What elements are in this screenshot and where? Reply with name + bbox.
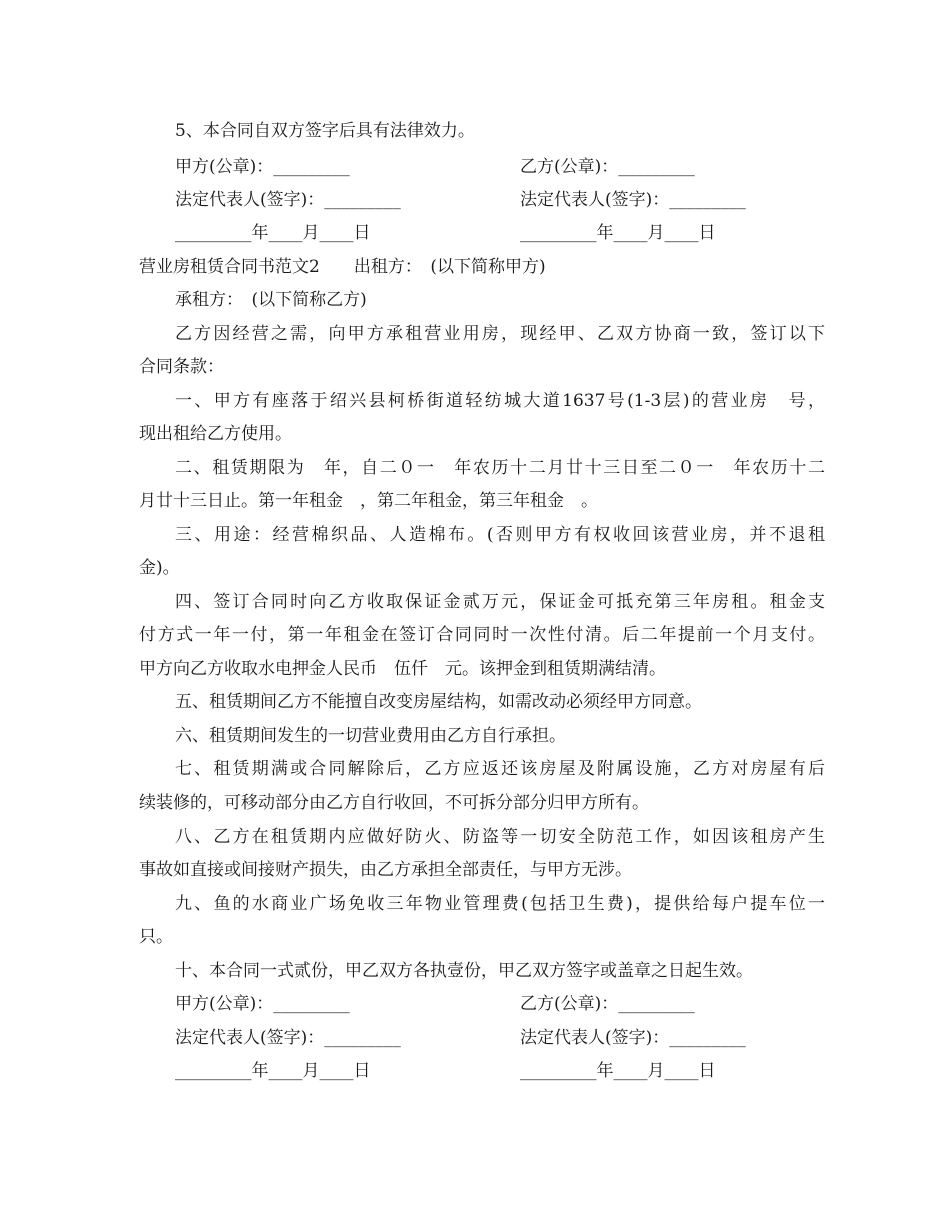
clause-4-line-3: 甲方向乙方收取水电押金人民币 伍仟 元。该押金到租赁期满结清。 bbox=[139, 659, 666, 679]
clause-2-line-1: 二、租赁期限为 年，自二０一 年农历十二月廿十三日至二０一 年农历十二 bbox=[175, 458, 825, 478]
party-b-seal-line: 乙方(公章)：_________ bbox=[520, 157, 695, 177]
clause-4-line-1: 四、签订合同时向乙方收取保证金贰万元，保证金可抵充第三年房租。租金支 bbox=[175, 592, 825, 612]
clause-4-line-2: 付方式一年一付，第一年租金在签订合同同时一次性付清。后二年提前一个月支付。 bbox=[139, 625, 825, 645]
party-a-date-line: _________年____月____日 bbox=[175, 223, 371, 243]
party-b-representative-line: 法定代表人(签字)：_________ bbox=[520, 190, 746, 210]
clause-1-line-2: 现出租给乙方使用。 bbox=[139, 424, 292, 444]
clause-2-line-2: 月廿十三日止。第一年租金 ，第二年租金，第三年租金 。 bbox=[139, 491, 598, 511]
clause-1-line-1: 一、甲方有座落于绍兴县柯桥街道轻纺城大道1637号(1-3层)的营业房 号， bbox=[175, 391, 825, 411]
clause-3-line-1: 三、用途：经营棉织品、人造棉布。(否则甲方有权收回该营业房，并不退租 bbox=[175, 525, 825, 545]
party-a-date-line-2: _________年____月____日 bbox=[175, 1061, 371, 1081]
party-a-seal-line-2: 甲方(公章)：_________ bbox=[175, 994, 350, 1014]
party-a-representative-line: 法定代表人(签字)：_________ bbox=[175, 190, 401, 210]
party-a-representative-line-2: 法定代表人(签字)：_________ bbox=[175, 1028, 401, 1048]
clause-7-line-1: 七、租赁期满或合同解除后，乙方应返还该房屋及附属设施，乙方对房屋有后 bbox=[175, 759, 825, 779]
party-b-date-line-2: _________年____月____日 bbox=[520, 1061, 716, 1081]
party-b-representative-line-2: 法定代表人(签字)：_________ bbox=[520, 1028, 746, 1048]
clause-7-line-2: 续装修的，可移动部分由乙方自行收回，不可拆分部分归甲方所有。 bbox=[139, 793, 649, 813]
clause-3-line-2: 金)。 bbox=[139, 558, 180, 578]
party-a-seal-line: 甲方(公章)：_________ bbox=[175, 157, 350, 177]
clause-8-line-1: 八、乙方在租赁期内应做好防火、防盗等一切安全防范工作，如因该租房产生 bbox=[175, 827, 825, 847]
clause-5-text: 5、本合同自双方签字后具有法律效力。 bbox=[175, 121, 475, 141]
clause-9-line-2: 只。 bbox=[139, 927, 173, 947]
clause-6-text: 六、租赁期间发生的一切营业费用由乙方自行承担。 bbox=[175, 726, 566, 746]
clause-10-text: 十、本合同一式贰份，甲乙双方各执壹份，甲乙双方签字或盖章之日起生效。 bbox=[175, 961, 753, 981]
clause-8-line-2: 事故如直接或间接财产损失，由乙方承担全部责任，与甲方无涉。 bbox=[139, 860, 632, 880]
party-b-date-line: _________年____月____日 bbox=[520, 223, 716, 243]
intro-paragraph-line-1: 乙方因经营之需，向甲方承租营业用房，现经甲、乙双方协商一致，签订以下 bbox=[175, 324, 825, 344]
intro-paragraph-line-2: 合同条款： bbox=[139, 357, 224, 377]
clause-5b-text: 五、租赁期间乙方不能擅自改变房屋结构，如需改动必须经甲方同意。 bbox=[175, 692, 702, 712]
party-b-seal-line-2: 乙方(公章)：_________ bbox=[520, 994, 695, 1014]
clause-9-line-1: 九、鱼的水商业广场免收三年物业管理费(包括卫生费)，提供给每户提车位一 bbox=[175, 894, 825, 914]
contract-title-line: 营业房租赁合同书范文2 出租方： (以下简称甲方) bbox=[139, 257, 546, 277]
lessee-line: 承租方： (以下简称乙方) bbox=[175, 290, 367, 310]
